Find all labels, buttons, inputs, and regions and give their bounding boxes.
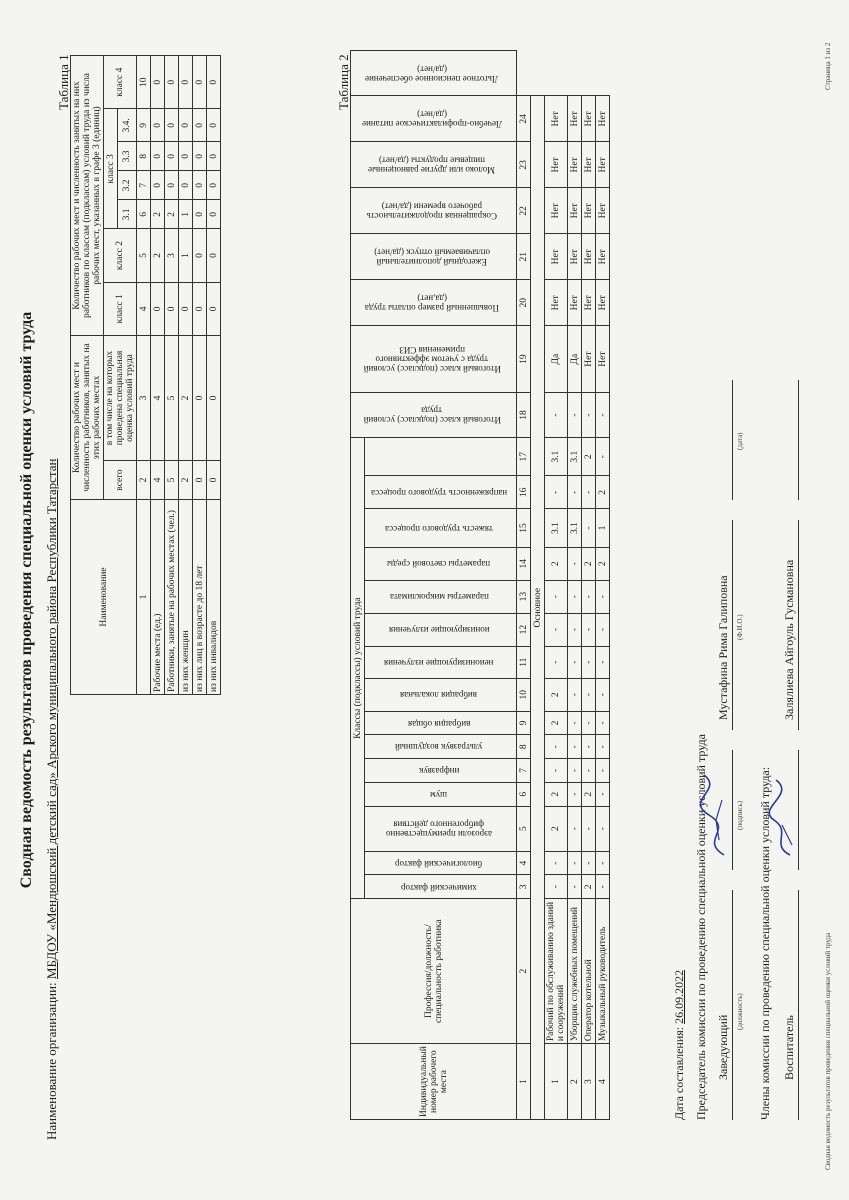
t2-cell: - — [582, 646, 596, 678]
t1-cell: 0 — [207, 461, 221, 500]
t2-section: Основное — [531, 96, 545, 1120]
t2-row-profession: Оператор котельной — [582, 899, 596, 1044]
t2-cell: Нет — [545, 280, 568, 326]
t2-cell: - — [596, 782, 610, 806]
chair-fio-line — [732, 520, 733, 730]
t2-factor-header — [351, 280, 517, 326]
t1-cell: 0 — [207, 229, 221, 282]
t1-cell: 0 — [165, 56, 179, 109]
t2-factor-label: Итоговый класс (подкласс) условий труда — [363, 405, 501, 426]
t1-cell: 5 — [165, 461, 179, 500]
t2-cell: - — [596, 646, 610, 678]
t1-cell: 0 — [193, 200, 207, 229]
t2-factor-label: шум — [430, 789, 448, 800]
t1-cell: 2 — [179, 336, 193, 461]
t1-cell: 2 — [151, 229, 165, 282]
t2-factor-header — [365, 547, 517, 580]
t2-row — [582, 51, 596, 1120]
t2-cell: - — [582, 392, 596, 437]
t1-cell: 0 — [193, 282, 207, 335]
t2-cell: - — [596, 735, 610, 759]
t2-row-number: 2 — [568, 1044, 582, 1120]
t2-cell: 2 — [582, 875, 596, 899]
t1-cell: 0 — [207, 171, 221, 200]
t1-row — [151, 56, 165, 695]
t1-cell: 3 — [165, 229, 179, 282]
t1-row — [207, 56, 221, 695]
t1-row — [179, 56, 193, 695]
t2-factor-label: вибрация локальная — [400, 690, 478, 701]
t1-h-32: 3.2 — [118, 171, 137, 200]
t2-cell: - — [568, 613, 582, 646]
t2-cell: - — [545, 875, 568, 899]
t2-cell: 2 — [582, 547, 596, 580]
t2-col-number: 19 — [517, 326, 531, 393]
t2-factor-header — [365, 711, 517, 735]
table1-label: Таблица 1 — [56, 54, 71, 110]
t2-cell: - — [596, 806, 610, 851]
t2-cell: - — [596, 613, 610, 646]
t1-cell: 0 — [151, 142, 165, 171]
t2-body — [545, 51, 610, 1120]
t2-cell: Нет — [582, 234, 596, 280]
t2-row — [545, 51, 568, 1120]
t2-row-profession: Уборщик служебных помещений — [568, 899, 582, 1044]
t2-col-number: 8 — [517, 735, 531, 759]
date-label: Дата составления: — [672, 1026, 686, 1120]
t1-cell: 0 — [193, 229, 207, 282]
chair-pos-line — [732, 890, 733, 1120]
workplaces-table — [350, 50, 610, 1120]
t2-cell: - — [568, 392, 582, 437]
t1-cell: 0 — [165, 171, 179, 200]
t1-cell: 4 — [151, 461, 165, 500]
t2-col-number: 1 — [517, 1044, 531, 1120]
t2-factor-header — [365, 806, 517, 851]
t2-cell: Нет — [568, 280, 582, 326]
t2-row-profession: Рабочий по обслуживанию зданий и сооружений — [545, 899, 568, 1044]
t1-cell: 0 — [179, 171, 193, 200]
t2-cell: - — [582, 509, 596, 547]
t2-col-number: 22 — [517, 188, 531, 234]
t1-col-number: 5 — [137, 229, 151, 282]
cap-date: (дата) — [736, 432, 744, 450]
t1-cell: 0 — [151, 109, 165, 142]
t1-cell: 0 — [151, 171, 165, 200]
t2-cell: - — [582, 711, 596, 735]
t2-cell: Нет — [596, 326, 610, 393]
t2-cell: 3.1 — [545, 509, 568, 547]
t2-factor-label: Лечебно-профилактическое питание (да/нет) — [362, 109, 502, 130]
t2-cell: - — [568, 580, 582, 613]
t1-cell: 0 — [193, 142, 207, 171]
t2-col-number: 12 — [517, 613, 531, 646]
t1-col-number: 1 — [137, 500, 151, 695]
t2-number-row — [517, 51, 531, 1120]
t2-factor-header — [365, 678, 517, 711]
t2-factor-label: Повышенный размер оплаты труда (да,нет) — [364, 293, 500, 314]
t2-cell: - — [582, 735, 596, 759]
t2-factor-label: напряженность трудового процесса — [370, 488, 508, 499]
t2-cell: Нет — [582, 188, 596, 234]
t1-col-number: 10 — [137, 56, 151, 109]
t2-cell: - — [582, 806, 596, 851]
t2-cell: 3.1 — [568, 509, 582, 547]
t2-factor-label: вибрация общая — [407, 718, 471, 729]
t2-cell: Нет — [596, 280, 610, 326]
t2-cell: - — [596, 759, 610, 783]
t2-cell: 2 — [582, 438, 596, 476]
t1-row-name: из них инвалидов — [207, 500, 221, 695]
t2-cell: Нет — [582, 326, 596, 393]
t2-factor-header — [351, 96, 517, 142]
t2-cell: - — [545, 735, 568, 759]
t1-cell: 4 — [151, 336, 165, 461]
t2-col-number: 4 — [517, 851, 531, 875]
t1-cell: 0 — [193, 336, 207, 461]
t1-cell: 1 — [179, 200, 193, 229]
t2-factor-label: Сокращенная продолжительность рабочего времени (да/нет) — [366, 201, 498, 222]
t1-h-31: 3.1 — [118, 200, 137, 229]
t2-row-number: 4 — [596, 1044, 610, 1120]
t2-cell: - — [545, 580, 568, 613]
t1-cell: 0 — [151, 282, 165, 335]
t2-cell: Нет — [545, 142, 568, 188]
t1-h-c1: класс 1 — [104, 282, 137, 335]
t1-cell: 0 — [207, 56, 221, 109]
date-value: 26.09.2022 — [672, 969, 686, 1024]
member-name: Залялиева Айгоуль Гусмановна — [782, 559, 796, 720]
table2-label: Таблица 2 — [336, 54, 351, 110]
t2-cell: - — [582, 851, 596, 875]
t2-cell: - — [568, 782, 582, 806]
t2-col-number: 18 — [517, 392, 531, 437]
t1-row-name: Рабочие места (ед.) — [151, 500, 165, 695]
t2-factor-header — [351, 234, 517, 280]
t2-cell: 2 — [596, 547, 610, 580]
t2-factor-label: химический фактор — [401, 882, 477, 893]
t2-cell: Нет — [596, 142, 610, 188]
t1-h-name: Наименование — [71, 500, 137, 695]
t1-h-classes: Количество рабочих мест и численность занятых на них работников по классам (подклассам) условий труда из числа рабочих мест, указанных в графе 3 (единиц) — [71, 56, 104, 336]
t2-col-number: 6 — [517, 782, 531, 806]
t2-cell: - — [545, 476, 568, 509]
t2-cell: - — [582, 613, 596, 646]
t2-cell: 3.1 — [545, 438, 568, 476]
t2-row — [596, 51, 610, 1120]
t2-factor-header — [365, 782, 517, 806]
t2-cell: 2 — [596, 476, 610, 509]
t2-cell: Нет — [568, 96, 582, 142]
t1-cell: 1 — [179, 229, 193, 282]
t2-col-number: 9 — [517, 711, 531, 735]
t2-col-number: 15 — [517, 509, 531, 547]
t1-body — [151, 56, 221, 695]
t2-factor-header — [365, 613, 517, 646]
t1-h-34: 3.4. — [118, 109, 137, 142]
t2-cell: - — [545, 646, 568, 678]
t2-cell: Нет — [596, 234, 610, 280]
t2-col-number: 10 — [517, 678, 531, 711]
t2-col-number: 14 — [517, 547, 531, 580]
t2-factor-header — [365, 509, 517, 547]
organization-line — [44, 459, 60, 1140]
t1-cell: 0 — [165, 142, 179, 171]
t2-col-number: 23 — [517, 142, 531, 188]
t1-cell: 2 — [151, 200, 165, 229]
t2-cell: Нет — [568, 234, 582, 280]
t2-row-number: 1 — [545, 1044, 568, 1120]
t2-factor-label: Льготное пенсионное обеспечение (да/нет) — [365, 64, 499, 84]
t2-cell: 2 — [545, 711, 568, 735]
t2-cell: - — [545, 851, 568, 875]
t2-factor-label: ионизирующие излучения — [388, 625, 490, 636]
t1-col-number: 3 — [137, 336, 151, 461]
date-line — [672, 970, 687, 1120]
t2-cell: - — [596, 438, 610, 476]
t1-cell: 0 — [179, 56, 193, 109]
chair-date-line — [732, 380, 733, 500]
t1-cell: 0 — [193, 109, 207, 142]
t2-factor-header — [365, 476, 517, 509]
t2-factor-header — [351, 51, 517, 96]
t1-cell: 0 — [179, 282, 193, 335]
t2-cell: 2 — [545, 806, 568, 851]
t1-cell: 2 — [165, 200, 179, 229]
t1-h-c3: класс 3 — [104, 109, 118, 229]
t1-cell: 2 — [179, 461, 193, 500]
t2-col-number: 2 — [517, 899, 531, 1044]
t2-col-number: 21 — [517, 234, 531, 280]
t1-row-name: из них женщин — [179, 500, 193, 695]
cap-fio: (Ф.И.О.) — [736, 614, 744, 640]
t2-factor-label: неионизирующие излучения — [384, 657, 494, 668]
t2-cell: - — [582, 759, 596, 783]
t2-factor-header — [365, 735, 517, 759]
t2-cell: - — [568, 547, 582, 580]
t2-cell: - — [545, 392, 568, 437]
t1-cell: 0 — [179, 109, 193, 142]
t1-cell: 0 — [165, 109, 179, 142]
t2-cell: - — [568, 646, 582, 678]
t2-factor-label: Итоговый класс (подкласс) условий труда с учетом эффективного применения СИЗ — [363, 345, 501, 375]
t2-factor-header — [365, 580, 517, 613]
t1-cell: 0 — [207, 200, 221, 229]
t1-row — [165, 56, 179, 695]
t2-factor-header — [365, 875, 517, 899]
t2-cell: Нет — [582, 96, 596, 142]
t1-col-number: 6 — [137, 200, 151, 229]
t1-h-c4: класс 4 — [104, 56, 137, 109]
chair-position: Заведующий — [716, 1014, 730, 1080]
t2-cell: - — [596, 711, 610, 735]
t2-col-number: 20 — [517, 280, 531, 326]
t1-cell: 0 — [207, 282, 221, 335]
t2-cell: - — [545, 613, 568, 646]
t2-col-number: 11 — [517, 646, 531, 678]
t1-cell: 0 — [179, 142, 193, 171]
t1-col-number: 2 — [137, 461, 151, 500]
t2-cell: - — [568, 875, 582, 899]
t2-cell: - — [582, 580, 596, 613]
cap-sign: (подпись) — [736, 800, 744, 830]
chair-signature — [694, 770, 734, 860]
t2-factor-header — [351, 392, 517, 437]
chair-name: Мустафина Рима Галиповна — [716, 575, 730, 720]
t2-cell: - — [568, 759, 582, 783]
t2-factor-label: Молоко или другие равноценные пищевые продукты (да/нет) — [368, 155, 496, 176]
page-number: Страница 1 из 2 — [824, 42, 832, 90]
t2-factor-header — [365, 851, 517, 875]
t2-factor-header — [365, 759, 517, 783]
t2-cell: - — [568, 806, 582, 851]
t2-cell: Нет — [582, 142, 596, 188]
t1-h-sout: в том числе на которых проведена специальная оценка условий труда — [104, 336, 137, 461]
t1-cell: 0 — [193, 461, 207, 500]
t1-cell: 0 — [151, 56, 165, 109]
t2-factor-header — [351, 142, 517, 188]
t2-cell: - — [568, 678, 582, 711]
t2-cell: Да — [568, 326, 582, 393]
members-label: Члены комиссии по проведению специальной оценки условий труда: — [758, 766, 772, 1120]
t2-col-number: 5 — [517, 806, 531, 851]
t2-factor-header — [351, 326, 517, 393]
t2-cell: 2 — [545, 547, 568, 580]
t2-cell: - — [596, 875, 610, 899]
t2-cell: - — [545, 759, 568, 783]
t2-cell: - — [596, 851, 610, 875]
t2-cell: 1 — [596, 509, 610, 547]
t2-factor-header — [365, 646, 517, 678]
t2-cell: 3.1 — [568, 438, 582, 476]
t2-row-number: 3 — [582, 1044, 596, 1120]
member-signature — [762, 770, 802, 860]
t2-cell: Нет — [568, 188, 582, 234]
page-footer-text: Сводная ведомость результатов проведения специальной оценки условий труда — [824, 932, 832, 1170]
t2-cell: 2 — [545, 782, 568, 806]
t1-cell: 0 — [207, 109, 221, 142]
t2-factor-label: Ежегодный дополнительный оплачиваемый отпуск (да/нет) — [374, 247, 490, 268]
t2-h-num: Индивидуальный номер рабочего места — [351, 1044, 517, 1120]
t1-h-c2: класс 2 — [104, 229, 137, 282]
t2-h-classes: Классы (подклассы) условий труда — [351, 438, 365, 899]
t2-factor-header — [351, 188, 517, 234]
member-pos-line — [798, 890, 799, 1120]
t1-cell: 0 — [193, 56, 207, 109]
cap-position: (должность) — [736, 993, 744, 1030]
t2-cell: - — [582, 678, 596, 711]
t2-cell: 2 — [582, 782, 596, 806]
page-title: Сводная ведомость результатов проведения специальной оценки условий труда — [18, 311, 35, 889]
t2-col-number: 17 — [517, 438, 531, 476]
t2-col-number: 16 — [517, 476, 531, 509]
t1-col-number: 8 — [137, 142, 151, 171]
member-fio-line — [798, 520, 799, 730]
summary-table — [70, 55, 221, 695]
chair-label: Председатель комиссии по проведению специальной оценки условий труда — [694, 734, 708, 1120]
t2-cell: Да — [545, 326, 568, 393]
t2-factor-label: аэрозоли преимущественно фиброгенного действия — [385, 819, 493, 840]
t2-cell: Нет — [568, 142, 582, 188]
t1-cell: 0 — [207, 142, 221, 171]
t2-col-number: 13 — [517, 580, 531, 613]
t2-factor-label: параметры световой среды — [387, 559, 491, 570]
t2-cell: - — [568, 711, 582, 735]
t2-cell: Нет — [545, 234, 568, 280]
t1-col-number: 4 — [137, 282, 151, 335]
t1-col-number: 9 — [137, 109, 151, 142]
t2-row-profession: Музыкальный руководитель — [596, 899, 610, 1044]
t2-col-number: 7 — [517, 759, 531, 783]
t1-row-name: из них лиц в возрасте до 18 лет — [193, 500, 207, 695]
t2-h-prof: Профессия/должность/специальность работника — [351, 899, 517, 1044]
t2-factor-label: инфразвук — [418, 766, 460, 777]
t2-cell: - — [596, 392, 610, 437]
t2-cell: - — [596, 678, 610, 711]
t1-h-count: Количество рабочих мест и численность работников, занятых на этих рабочих местах — [71, 336, 104, 500]
t2-cell: Нет — [545, 188, 568, 234]
t2-cell: - — [568, 851, 582, 875]
member-date-line — [798, 380, 799, 500]
t2-factor-label: ультразвук воздушный — [395, 742, 483, 753]
t2-factor-label: параметры микроклимата — [389, 592, 489, 603]
t2-cell: Нет — [545, 96, 568, 142]
t2-row — [568, 51, 582, 1120]
t2-cell: Нет — [596, 188, 610, 234]
t2-factor-label: тяжесть трудового процесса — [385, 523, 493, 534]
t1-cell: 0 — [165, 282, 179, 335]
t2-cell: - — [568, 735, 582, 759]
t1-cell: 0 — [193, 171, 207, 200]
org-label: Наименование организации: — [44, 982, 59, 1140]
t2-col-number: 3 — [517, 875, 531, 899]
t1-cell: 5 — [165, 336, 179, 461]
t2-cell: - — [596, 580, 610, 613]
t2-cell: 2 — [545, 678, 568, 711]
t1-col-number: 7 — [137, 171, 151, 200]
t2-factor-label: биологический фактор — [395, 858, 483, 869]
t2-cell: Нет — [582, 280, 596, 326]
t2-cell: - — [582, 476, 596, 509]
t1-h-total: всего — [104, 461, 137, 500]
t1-row-name: Работники, занятые на рабочих местах (чел.) — [165, 500, 179, 695]
member-position: Воспитатель — [782, 1015, 796, 1080]
t1-cell: 0 — [207, 336, 221, 461]
t2-cell: - — [568, 476, 582, 509]
t1-h-33: 3.3 — [118, 142, 137, 171]
org-name: МБДОУ «Мендюшский детский сад» Арского муниципального района Республики Татарстан — [44, 458, 59, 980]
t2-col-number: 24 — [517, 96, 531, 142]
t1-number-row — [137, 56, 151, 695]
t1-row — [193, 56, 207, 695]
t2-cell: Нет — [596, 96, 610, 142]
